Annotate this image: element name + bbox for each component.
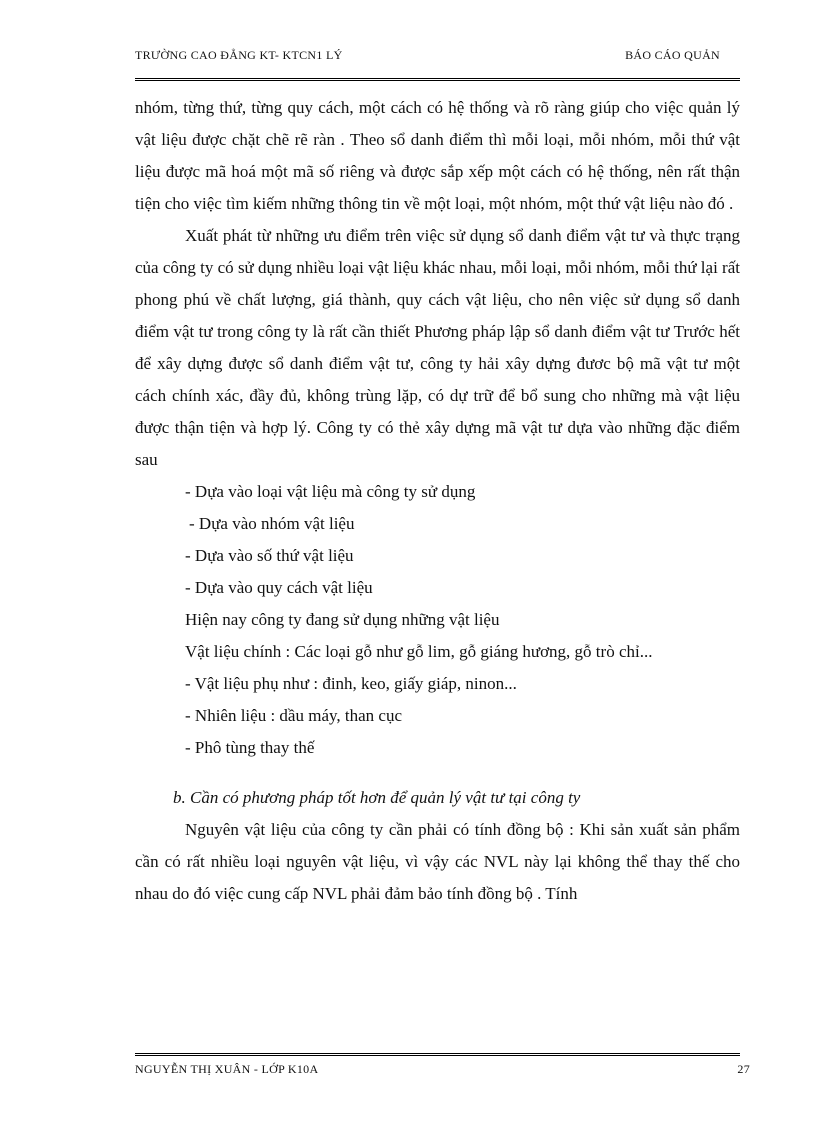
- page-number: 27: [737, 1062, 750, 1076]
- list-item: - Dựa vào nhóm vật liệu: [189, 514, 355, 533]
- list-item: - Dựa vào số thứ vật liệu: [185, 546, 354, 565]
- list-item: Hiện nay công ty đang sử dụng những vật liệu: [185, 610, 500, 629]
- list-item: - Phô tùng thay thế: [185, 738, 315, 757]
- list-item: - Vật liệu phụ như : đinh, keo, giấy giáp, ninon...: [185, 674, 517, 693]
- list-item: - Dựa vào quy cách vật liệu: [185, 578, 373, 597]
- header-rule: [135, 78, 740, 81]
- paragraph-1: nhóm, từng thứ, từng quy cách, một cách có hệ thống và rõ ràng giúp cho việc quản lý vật liệu được chặt chẽ rẽ ràn . Theo sổ danh điểm thì mỗi loại, mỗi nhóm, mỗi thứ vật liệu được mã hoá một mã số riêng và được sắp xếp một cách có hệ thống, nên rất thận tiện cho việc tìm kiếm những thông tin về một loại, một nhóm, một thứ vật liệu nào đó .: [135, 98, 740, 213]
- document-body: [135, 92, 740, 910]
- header-report-title: BÁO CÁO QUẢN: [625, 48, 720, 62]
- paragraph-2: Xuất phát từ những ưu điểm trên việc sử dụng sổ danh điểm vật tư và thực trạng của công ty có sử dụng nhiều loại vật liệu khác nhau, mỗi loại, mỗi nhóm, mỗi thứ lại rất phong phú về chất lượng, giá thành, quy cách vật liệu, cho nên việc sử dụng sổ danh điểm vật tư trong công ty là rất cần thiết Phương pháp lập sổ danh điểm vật tư Trước hết để xây dựng được sổ danh điểm vật tư, công ty hải xây dựng đươc bộ mã vật tư một cách chính xác, đầy đủ, không trùng lặp, có dự trữ để bổ sung cho những mà vật liệu được thận tiện và hợp lý. Công ty có thẻ xây dựng mã vật tư dựa vào những đặc điểm sau: [135, 226, 740, 469]
- section-subheading: b. Cần có phương pháp tốt hơn để quản lý vật tư tại công ty: [173, 788, 581, 807]
- footer-rule: [135, 1053, 740, 1056]
- list-item: Vật liệu chính : Các loại gỗ như gỗ lim, gỗ giáng hương, gỗ trò chỉ...: [185, 642, 653, 661]
- list-item: - Dựa vào loại vật liệu mà công ty sử dụng: [185, 482, 476, 501]
- list-item: - Nhiên liệu : dầu máy, than cục: [185, 706, 402, 725]
- paragraph-3: Nguyên vật liệu của công ty cần phải có tính đồng bộ : Khi sản xuất sản phẩm cần có rất nhiều loại nguyên vật liệu, vì vậy các NVL này lại không thể thay thế cho nhau do đó việc cung cấp NVL phải đảm bảo tính đồng bộ . Tính: [135, 820, 740, 903]
- footer-author: NGUYỄN THỊ XUÂN - LỚP K10A: [135, 1062, 319, 1076]
- header-school-name: TRƯỜNG CAO ĐẲNG KT- KTCN1 LÝ: [135, 48, 343, 62]
